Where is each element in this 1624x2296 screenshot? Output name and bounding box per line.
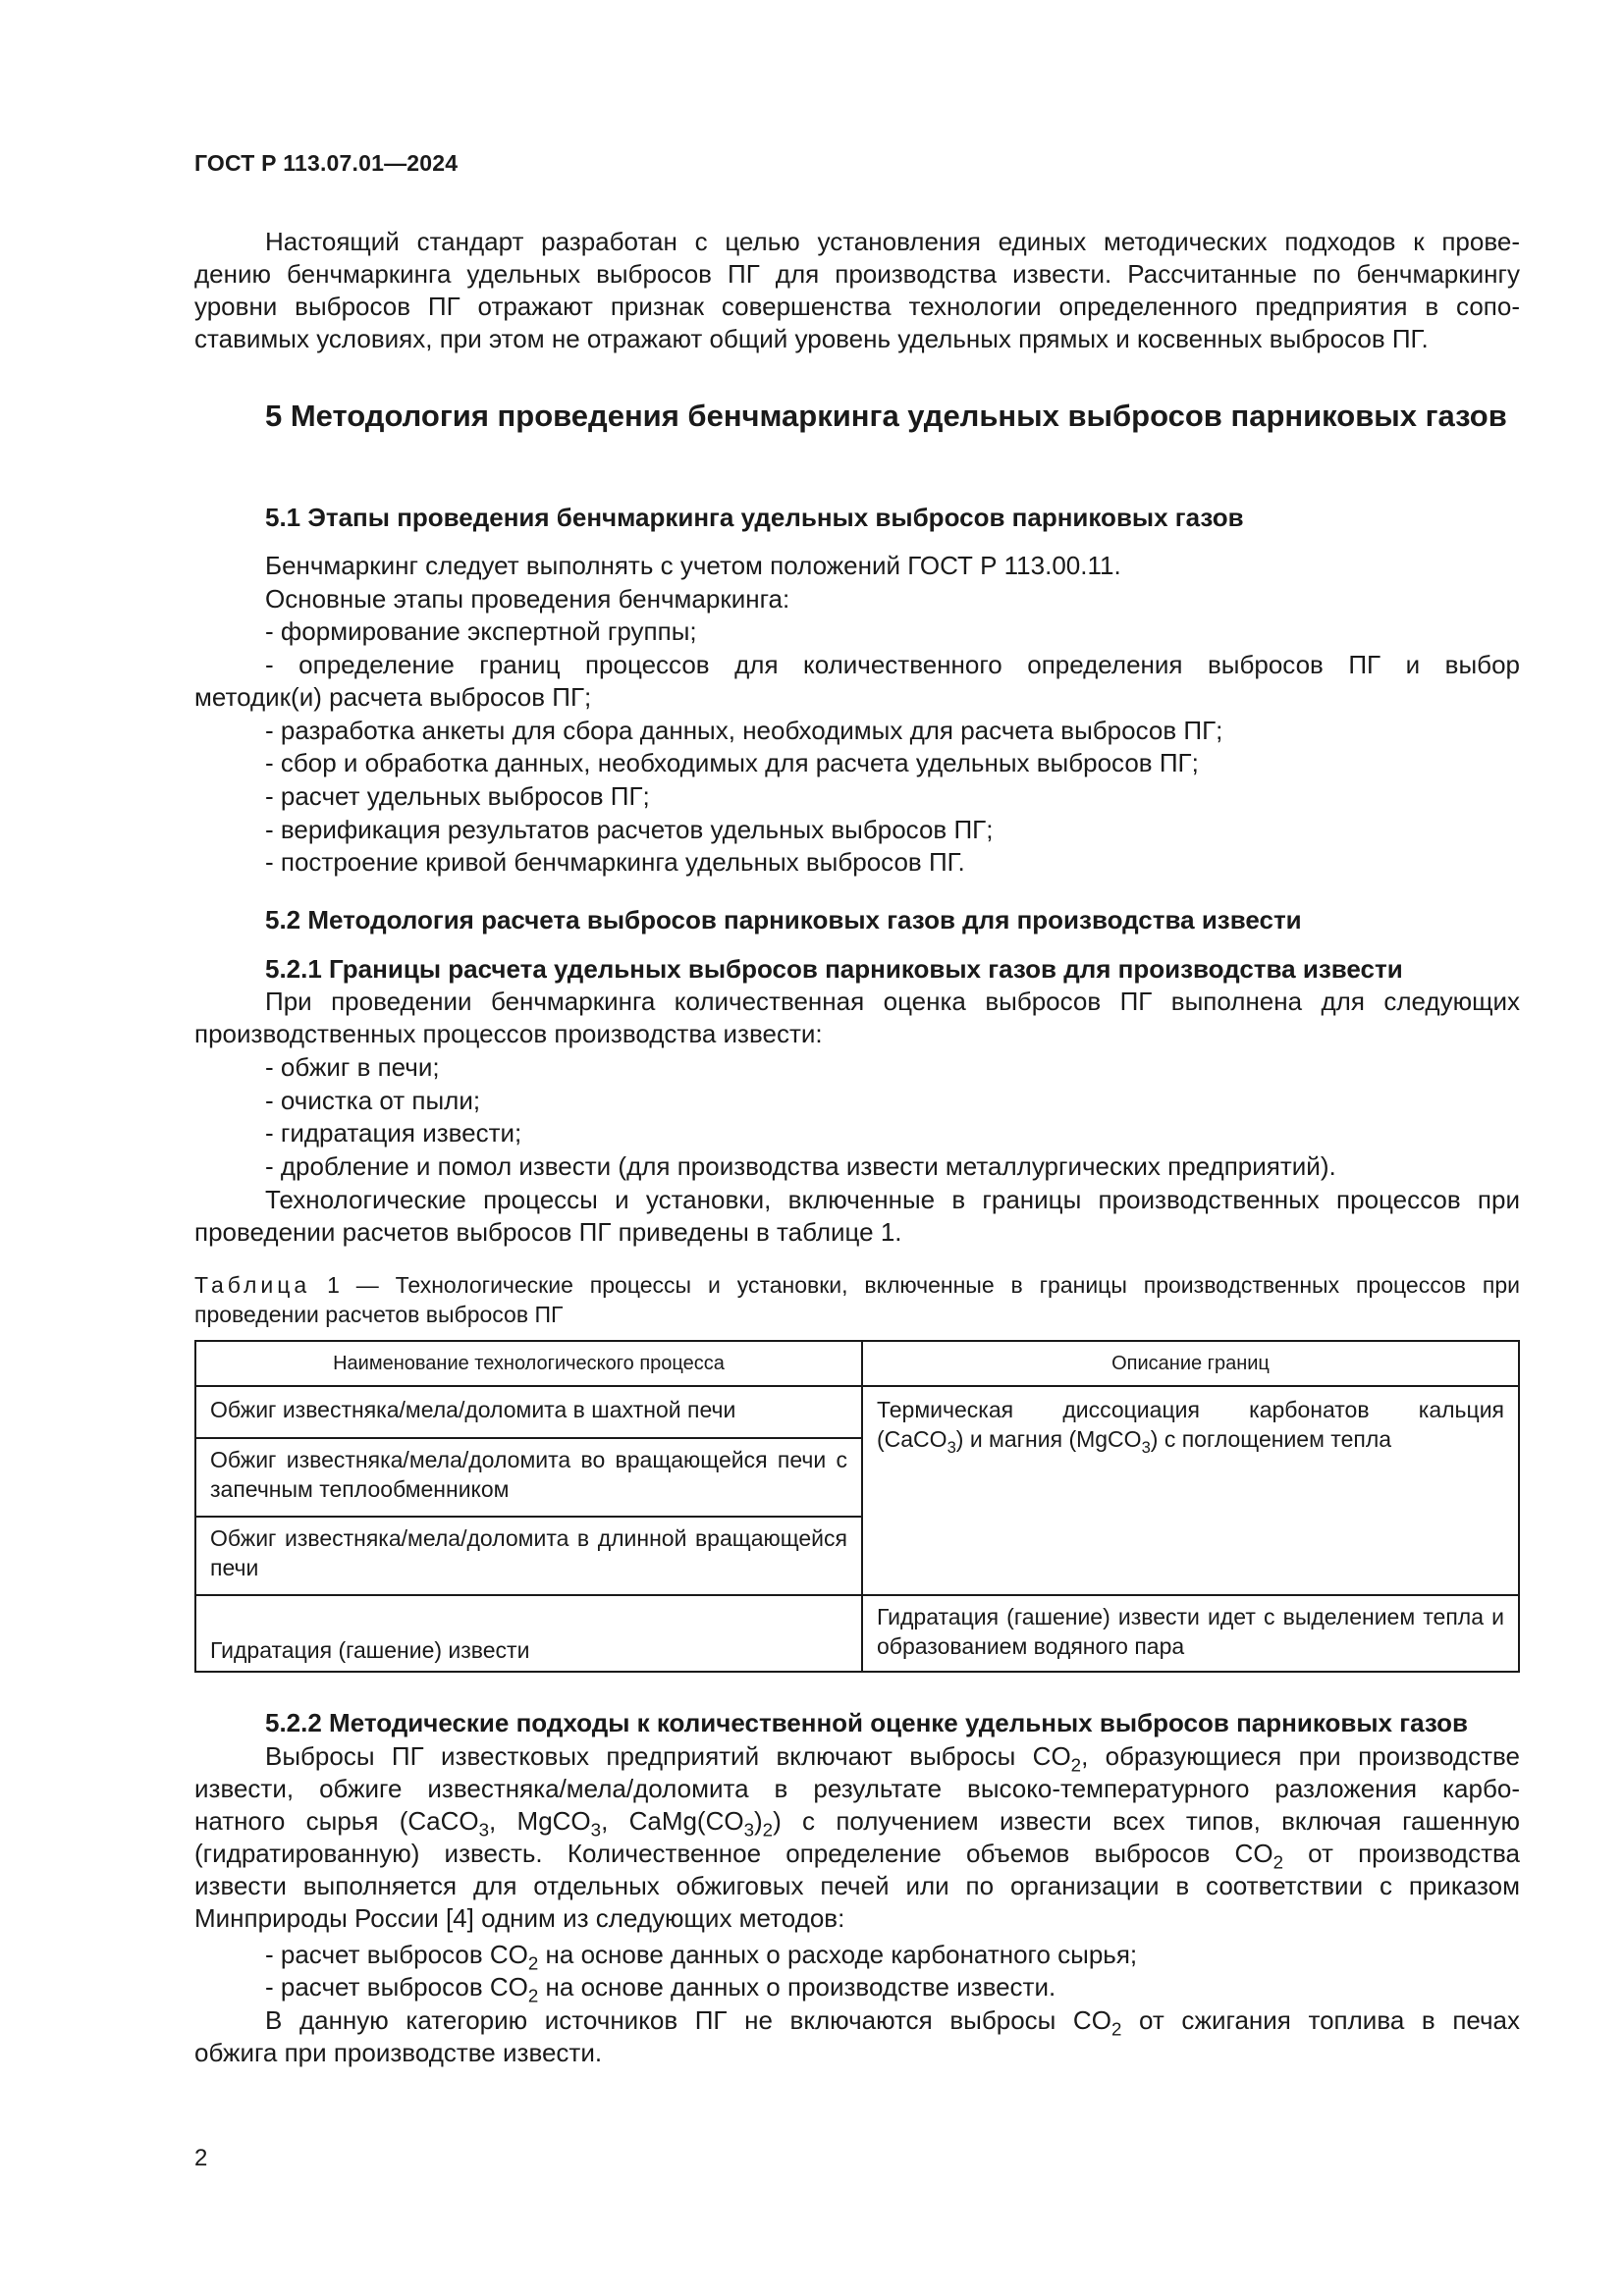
table-cell: Обжиг известняка/мела/доломита во вращающейся печи с запечным теплообменником <box>195 1438 862 1517</box>
list-item: - очистка от пыли; <box>265 1086 481 1115</box>
subscript: 3 <box>947 1437 956 1457</box>
text-run: от сжигания топлива в печах <box>1121 2005 1520 2035</box>
text-run: , CaMg(CO <box>601 1806 744 1836</box>
text-run: ) с поглощением тепла <box>1150 1426 1392 1452</box>
paragraph-line: извести выполняется для отдельных обжиговых печей или по организации в соответствии с приказом <box>194 1871 1520 1900</box>
text-run: Выбросы ПГ известковых предприятий включают выбросы CO <box>265 1741 1071 1771</box>
table-1 <box>194 1340 1520 1673</box>
document-header: ГОСТ Р 113.07.01—2024 <box>194 150 459 176</box>
table-row <box>195 1595 1519 1672</box>
subscript: 2 <box>527 1985 539 2006</box>
intro-line: ставимых условиях, при этом не отражают общий уровень удельных прямых и косвенных выбросов ПГ. <box>194 324 1429 353</box>
intro-line: дению бенчмаркинга удельных выбросов ПГ для производства извести. Рассчитанные по бенчмаркингу <box>194 259 1520 289</box>
section-5-2-2-heading: 5.2.2 Методические подходы к количественной оценке удельных выбросов парниковых газов <box>265 1708 1468 1737</box>
list-item: - верификация результатов расчетов удельных выбросов ПГ; <box>265 815 994 844</box>
paragraph-line: Минприроды России [4] одним из следующих методов: <box>194 1903 845 1933</box>
table-cell: Гидратация (гашение) извести идет с выделением тепла и образованием водяного пара <box>862 1595 1519 1672</box>
paragraph <box>194 986 1520 1050</box>
paragraph-line: производственных процессов производства извести: <box>194 1019 823 1048</box>
list-item: - сбор и обработка данных, необходимых для расчета удельных выбросов ПГ; <box>265 748 1199 777</box>
text-run: , MgCO <box>489 1806 591 1836</box>
text-run: (CaCO <box>877 1426 947 1452</box>
list-item-line: методик(и) расчета выбросов ПГ; <box>194 682 592 712</box>
text-run: натного сырья (CaCO <box>194 1806 479 1836</box>
paragraph-line <box>194 1838 1520 1873</box>
paragraph: Бенчмаркинг следует выполнять с учетом положений ГОСТ Р 113.00.11. <box>265 551 1121 580</box>
caption-line <box>194 1270 1520 1300</box>
table-cell <box>862 1386 1519 1595</box>
table-header-cell: Описание границ <box>862 1341 1519 1386</box>
intro-paragraph <box>194 226 1520 355</box>
list-item: - гидратация извести; <box>265 1118 522 1148</box>
caption-text: 1 — Технологические процессы и установки, включенные в границы производственных процессов при <box>310 1272 1520 1298</box>
paragraph-line: Технологические процессы и установки, включенные в границы производственных процессов при <box>265 1185 1520 1214</box>
list-item <box>194 649 1520 714</box>
list-item: - формирование экспертной группы; <box>265 616 697 646</box>
paragraph <box>194 1740 1520 1935</box>
section-5-1-heading: 5.1 Этапы проведения бенчмаркинга удельных выбросов парниковых газов <box>265 503 1244 532</box>
paragraph-line <box>194 1740 1520 1776</box>
text-run: , образующиеся при производстве <box>1081 1741 1520 1771</box>
subscript: 2 <box>1110 2018 1122 2040</box>
text-run: ) <box>754 1806 763 1836</box>
paragraph <box>194 2004 1520 2069</box>
cell-line <box>877 1424 1504 1457</box>
text-run: (гидратированную) известь. Количественное определение объемов выбросов CO <box>194 1839 1273 1868</box>
table-cell: Обжиг известняка/мела/доломита в шахтной печи <box>195 1386 862 1438</box>
paragraph-line: обжига при производстве извести. <box>194 2038 603 2067</box>
intro-line: Настоящий стандарт разработан с целью установления единых методических подходов к прове- <box>265 227 1520 256</box>
text-run: ) и магния (MgCO <box>955 1426 1142 1452</box>
table-cell: Гидратация (гашение) извести <box>195 1595 862 1672</box>
list-item: - построение кривой бенчмаркинга удельных выбросов ПГ. <box>265 847 965 877</box>
text-run: на основе данных о производстве извести. <box>538 1972 1056 2002</box>
text-run: ) с получением извести всех типов, включая гашенную <box>773 1806 1520 1836</box>
subscript: 3 <box>478 1819 490 1841</box>
table-cell: Обжиг известняка/мела/доломита в длинной вращающейся печи <box>195 1517 862 1595</box>
paragraph <box>194 1184 1520 1249</box>
subscript: 2 <box>762 1819 774 1841</box>
subscript: 3 <box>590 1819 602 1841</box>
table-header-row <box>195 1341 1519 1386</box>
subscript: 3 <box>743 1819 754 1841</box>
table-row <box>195 1386 1519 1438</box>
cell-line: Термическая диссоциация карбонатов кальция <box>877 1397 1504 1422</box>
list-item: - дробление и помол извести (для производства извести металлургических предприятий). <box>265 1151 1336 1181</box>
paragraph-line <box>194 1805 1520 1841</box>
text-run: от производства <box>1282 1839 1520 1868</box>
list-item: - обжиг в печи; <box>265 1052 440 1082</box>
section-5-2-1-heading: 5.2.1 Границы расчета удельных выбросов парниковых газов для производства извести <box>265 954 1403 984</box>
list-item: - расчет удельных выбросов ПГ; <box>265 781 650 811</box>
paragraph-line: При проведении бенчмаркинга количественная оценка выбросов ПГ выполнена для следующих <box>265 987 1520 1016</box>
subscript: 3 <box>1141 1437 1151 1457</box>
paragraph-line <box>194 2004 1520 2040</box>
paragraph-line: извести, обжиге известняка/мела/доломита в результате высоко-температурного разложения карбо- <box>194 1774 1520 1803</box>
table-header-cell: Наименование технологического процесса <box>195 1341 862 1386</box>
caption-line: проведении расчетов выбросов ПГ <box>194 1302 564 1327</box>
page-number: 2 <box>194 2145 208 2171</box>
list-item <box>265 1939 1138 1974</box>
intro-line: уровни выбросов ПГ отражают признак совершенства технологии определенного предприятия в сопо- <box>194 292 1520 321</box>
list-item <box>265 1971 1056 2006</box>
paragraph-line: проведении расчетов выбросов ПГ приведены в таблице 1. <box>194 1217 902 1247</box>
list-item-line: - определение границ процессов для количественного определения выбросов ПГ и выбор <box>265 650 1520 679</box>
text-run: - расчет выбросов CO <box>265 1940 528 1969</box>
text-run: - расчет выбросов CO <box>265 1972 528 2002</box>
section-5-2-heading: 5.2 Методология расчета выбросов парниковых газов для производства извести <box>265 905 1302 934</box>
subscript: 2 <box>1070 1754 1082 1776</box>
subscript: 2 <box>1272 1851 1283 1873</box>
text-run: В данную категорию источников ПГ не включаются выбросы CO <box>265 2005 1111 2035</box>
subscript: 2 <box>527 1952 539 1974</box>
table-caption <box>194 1270 1520 1329</box>
section-5-title: 5 Методология проведения бенчмаркинга удельных выбросов парниковых газов <box>265 399 1507 433</box>
caption-label: Таблица <box>194 1272 311 1298</box>
paragraph: Основные этапы проведения бенчмаркинга: <box>265 584 790 614</box>
text-run: на основе данных о расходе карбонатного сырья; <box>538 1940 1138 1969</box>
list-item: - разработка анкеты для сбора данных, необходимых для расчета выбросов ПГ; <box>265 716 1223 745</box>
